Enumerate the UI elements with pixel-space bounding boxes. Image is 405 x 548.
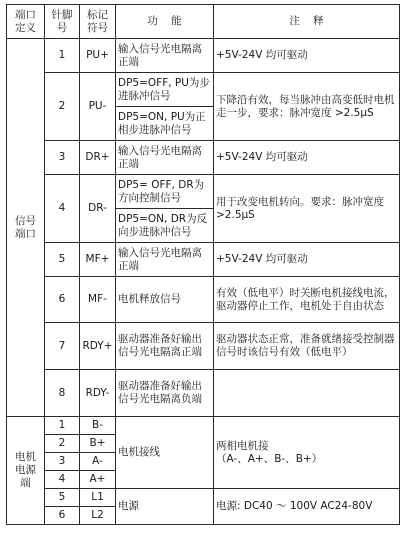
table-row: [7, 73, 400, 107]
header-notes: 注 释: [214, 5, 400, 39]
header-function: 功 能: [116, 5, 214, 39]
pin-function-mode-on: DP5=ON, PU为正相步进脉冲信号: [116, 107, 214, 141]
pin-number: 4: [45, 471, 80, 489]
pin-symbol: L1: [80, 489, 116, 507]
motor-wiring-note: 两相电机接 （A-、A+、B-、B+）: [214, 417, 400, 489]
pin-number: 5: [45, 489, 80, 507]
pin-number: 1: [45, 417, 80, 435]
pin-note: 用于改变电机转向。要求：脉冲宽度 >2.5μS: [214, 175, 400, 243]
pin-symbol: A+: [80, 471, 116, 489]
pin-number: 6: [45, 507, 80, 525]
pin-symbol: RDY+: [80, 323, 116, 370]
motor-wiring-function: 电机接线: [116, 417, 214, 489]
pin-note: 下降沿有效，每当脉冲由高变低时电机走一步，要求：脉冲宽度 >2.5μS: [214, 73, 400, 141]
header-symbol: 标记 符号: [80, 5, 116, 39]
pin-symbol: DR+: [80, 141, 116, 175]
pin-function: 电机释放信号: [116, 277, 214, 323]
pin-function: 驱动器准备好输出信号光电隔离负端: [116, 370, 214, 417]
table-row: [7, 141, 400, 175]
pin-definition-table: [6, 4, 400, 525]
header-row: [7, 5, 400, 39]
pin-number: 2: [45, 435, 80, 453]
pin-number: 3: [45, 141, 80, 175]
pin-function: 输入信号光电隔离正端: [116, 39, 214, 73]
power-supply-note: 电源: DC40 ～ 100V AC24-80V: [214, 489, 400, 525]
pin-number: 7: [45, 323, 80, 370]
pin-symbol: B-: [80, 417, 116, 435]
pin-symbol: RDY-: [80, 370, 116, 417]
pin-number: 3: [45, 453, 80, 471]
pin-note: +5V-24V 均可驱动: [214, 243, 400, 277]
pin-function-mode-off: DP5=OFF, PU为步进脉冲信号: [116, 73, 214, 107]
pin-symbol: B+: [80, 435, 116, 453]
pin-note: 有效（低电平）时关断电机接线电流，驱动器停止工作，电机处于自由状态: [214, 277, 400, 323]
pin-symbol: PU+: [80, 39, 116, 73]
pin-symbol: L2: [80, 507, 116, 525]
table-row: [7, 175, 400, 209]
group-signal-port: 信号 端口: [7, 39, 45, 417]
table-row: [7, 417, 400, 435]
pin-number: 1: [45, 39, 80, 73]
pin-note: +5V-24V 均可驱动: [214, 39, 400, 73]
pin-note: [214, 370, 400, 417]
table-row: [7, 39, 400, 73]
power-supply-function: 电源: [116, 489, 214, 525]
pin-symbol: PU-: [80, 73, 116, 141]
pin-function: 输入信号光电隔离正端: [116, 243, 214, 277]
pin-function: 驱动器准备好输出信号光电隔离正端: [116, 323, 214, 370]
pin-symbol: DR-: [80, 175, 116, 243]
table-row: [7, 243, 400, 277]
table-row: [7, 489, 400, 507]
group-motor-power: 电机 电源 端: [7, 417, 45, 525]
pin-number: 8: [45, 370, 80, 417]
pin-function-mode-off: DP5= OFF, DR为方向控制信号: [116, 175, 214, 209]
pin-function-mode-on: DP5=ON, DR为反向步进脉冲信号: [116, 209, 214, 243]
pin-number: 2: [45, 73, 80, 141]
pin-number: 5: [45, 243, 80, 277]
table-row: [7, 277, 400, 323]
table-row: [7, 370, 400, 417]
pin-function: 输入信号光电隔离正端: [116, 141, 214, 175]
pin-note: +5V-24V 均可驱动: [214, 141, 400, 175]
pin-symbol: MF-: [80, 277, 116, 323]
pin-note: 驱动器状态正常，准备就绪接受控制器信号时该信号有效（低电平）: [214, 323, 400, 370]
header-pin-number: 针脚 号: [45, 5, 80, 39]
pin-symbol: MF+: [80, 243, 116, 277]
table-row: [7, 323, 400, 370]
pin-number: 4: [45, 175, 80, 243]
pin-number: 6: [45, 277, 80, 323]
header-port-definition: 端口 定义: [7, 5, 45, 39]
pin-symbol: A-: [80, 453, 116, 471]
